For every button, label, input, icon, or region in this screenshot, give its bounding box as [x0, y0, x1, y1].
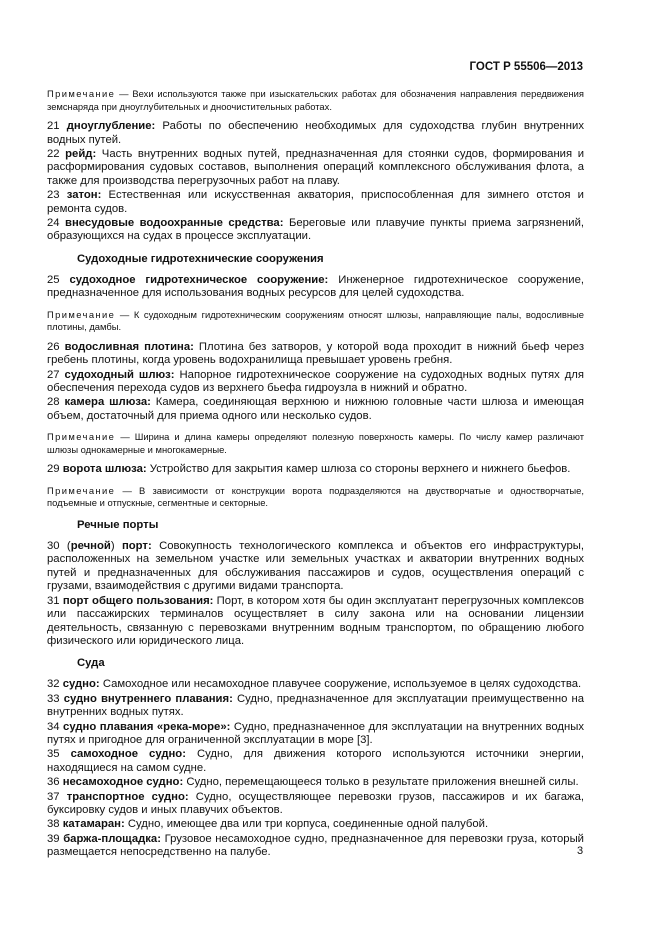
term-33 — [47, 693, 584, 720]
term-name: транспортное судно: — [66, 790, 189, 803]
document-standard-id: ГОСТ Р 55506—2013 — [469, 61, 583, 73]
term-number: 34 — [47, 720, 60, 733]
term-name: судоходное гидротехническое сооружение: — [69, 273, 329, 286]
term-24 — [47, 217, 584, 244]
note-text: — Ширина и длина камеры определяют полезную поверхность камеры. По числу камер различают шлюзы однокамерные и многокамерные. — [47, 431, 584, 455]
term-definition: Часть внутренних водных путей, предназначенная для стоянки судов, формирования и расформирования судовых составов, выполнения операций комплексного обслуживания флота, а также для производства перегрузочных работ на плаву. — [47, 148, 584, 187]
term-name-second: порт: — [121, 540, 152, 553]
term-21 — [47, 120, 584, 147]
term-23 — [47, 189, 584, 216]
page-number: 3 — [577, 845, 584, 857]
term-definition: Работы по обеспечению необходимых для судоходства глубин внутренних водных путей. — [47, 120, 584, 146]
term-34 — [47, 721, 584, 748]
term-32 — [47, 678, 584, 691]
term-36 — [47, 776, 584, 789]
term-definition: Судно, предназначенное для эксплуатации на внутренних водных путях и пригодное для ограниченной эксплуатации в море [3]. — [47, 720, 584, 746]
term-number: 31 — [47, 594, 60, 607]
term-number: 33 — [47, 692, 60, 705]
term-name: внесудовые водоохранные средства: — [65, 217, 284, 230]
term-definition: Судно, осуществляющее перевозки грузов, пассажиров и их багажа, буксировку судов и иных плавучих объектов. — [47, 790, 585, 816]
term-30 — [47, 540, 584, 594]
term-22 — [47, 148, 584, 188]
term-number: 27 — [47, 368, 60, 381]
term-31 — [47, 595, 584, 649]
term-name: катамаран: — [62, 818, 125, 831]
term-name: речной — [70, 540, 111, 553]
term-name: рейд: — [65, 148, 97, 160]
note-paragraph — [47, 431, 584, 456]
term-definition: Судно, имеющее два или три корпуса, соединенные одной палубой. — [127, 818, 489, 831]
term-definition: Естественная или искусственная акватория, приспособленная для зимнего отстоя и ремонта судов. — [47, 189, 584, 215]
note-paragraph — [47, 88, 584, 113]
term-name: ворота шлюза: — [62, 463, 147, 476]
note-text: — К судоходным гидротехническим сооружениям относят шлюзы, направляющие палы, водосливные плотины, дамбы. — [47, 308, 584, 333]
term-name: судно плавания «река-море»: — [63, 720, 231, 733]
term-name: водосливная плотина: — [64, 340, 194, 353]
term-number: 28 — [47, 396, 60, 409]
term-definition: Самоходное или несамоходное плавучее сооружение, используемое в целях судоходства. — [102, 678, 582, 691]
term-37 — [47, 791, 584, 818]
term-28 — [47, 396, 584, 423]
term-27 — [47, 369, 584, 396]
note-text: — В зависимости от конструкции ворота подразделяются на двустворчатые и одностворчатые, подъемные и отпускные, сегментные и секторные. — [47, 484, 584, 509]
term-name: дноуглубление: — [66, 120, 156, 133]
term-number: 25 — [47, 273, 60, 286]
term-number: 29 — [47, 463, 60, 476]
note-label: Примечание — [47, 308, 116, 320]
term-number: 22 — [47, 148, 60, 160]
term-number: 24 — [47, 217, 60, 230]
note-paragraph — [47, 485, 584, 510]
term-number: 36 — [47, 776, 60, 789]
term-definition: Камера, соединяющая верхнюю и нижнюю головные части шлюза и имеющая объем, достаточный для приема одного или несколько судов. — [47, 396, 585, 422]
term-39 — [47, 833, 584, 860]
section-heading: Речные порты — [77, 519, 159, 532]
term-29 — [47, 463, 584, 476]
note-label: Примечание — [47, 88, 116, 99]
term-name: судоходный шлюз: — [64, 368, 175, 381]
term-number: 26 — [47, 340, 60, 353]
term-35 — [47, 748, 584, 775]
term-number: 30 — [47, 540, 60, 553]
term-definition: Порт, в котором хотя бы один эксплуатант перегрузочных комплексов или пассажирских терминалов осуществляет в силу закона или на основании лицензии деятельность, связанную с перевозками внутренним водным транспортом, по обращению любого физического или юридического лица. — [47, 594, 584, 647]
term-definition: Береговые или плавучие пункты приема загрязнений, образующихся на судах в процессе эксплуатации. — [47, 217, 585, 243]
term-name: судно внутреннего плавания: — [63, 692, 233, 705]
note-paragraph — [47, 309, 584, 334]
term-number: 39 — [47, 832, 60, 845]
term-definition: Совокупность технологического комплекса и объектов его инфраструктуры, расположенных на земельном участке или земельных участках и акватории внутренних водных путей и предназначенных для обслуживания пассажиров и судов, осуществления операций с грузами, взаимодействия с другими видами транспорта. — [47, 540, 584, 593]
term-38 — [47, 818, 584, 831]
term-definition: Судно, перемещающееся только в результате приложения внешней силы. — [186, 776, 579, 789]
section-heading: Суда — [77, 657, 105, 670]
term-definition: Судно, для движения которого используются источники энергии, находящиеся на самом судне. — [47, 748, 585, 774]
term-definition: Устройство для закрытия камер шлюза со стороны верхнего и нижнего бьефов. — [149, 463, 571, 476]
term-definition: Судно, предназначенное для эксплуатации преимущественно на внутренних водных путях. — [47, 692, 584, 719]
note-text: — Вехи используются также при изыскательских работах для обозначения направления передвижения земснаряда при дноуглубительных и дноочистительных работах. — [47, 88, 584, 112]
term-name: порт общего пользования: — [62, 594, 214, 607]
term-number: 38 — [47, 818, 60, 831]
term-paren-open: ( — [66, 540, 71, 553]
term-paren-close: ) — [110, 540, 115, 553]
term-definition: Грузовое несамоходное судно, предназначенное для перевозки груза, который размещается непосредственно на палубе. — [47, 832, 584, 859]
term-definition: Плотина без затворов, у которой вода проходит в нижний бьеф через гребень плотины, когда уровень водохранилища превышает уровень гребня. — [47, 340, 584, 367]
term-number: 23 — [47, 189, 60, 202]
term-definition: Напорное гидротехническое сооружение на судоходных водных путях для обеспечения перехода судов из верхнего бьефа гидроузла в нижний и обратно. — [47, 368, 585, 395]
term-definition: Инженерное гидротехническое сооружение, предназначенное для использования водных ресурсов для целей судоходства. — [47, 273, 584, 300]
section-heading: Судоходные гидротехнические сооружения — [77, 252, 324, 265]
term-name: баржа-площадка: — [63, 832, 161, 845]
term-number: 32 — [47, 678, 60, 691]
term-26 — [47, 341, 584, 368]
note-label: Примечание — [47, 484, 116, 496]
term-name: самоходное судно: — [70, 748, 186, 761]
term-number: 35 — [47, 748, 60, 761]
page-content — [47, 88, 584, 861]
term-name: судно: — [62, 678, 100, 691]
term-number: 37 — [47, 790, 60, 803]
term-name: камера шлюза: — [64, 396, 151, 409]
note-label: Примечание — [47, 431, 116, 443]
term-25 — [47, 274, 584, 301]
term-number: 21 — [47, 120, 60, 133]
term-name: затон: — [66, 189, 102, 202]
term-name: несамоходное судно: — [62, 776, 184, 789]
